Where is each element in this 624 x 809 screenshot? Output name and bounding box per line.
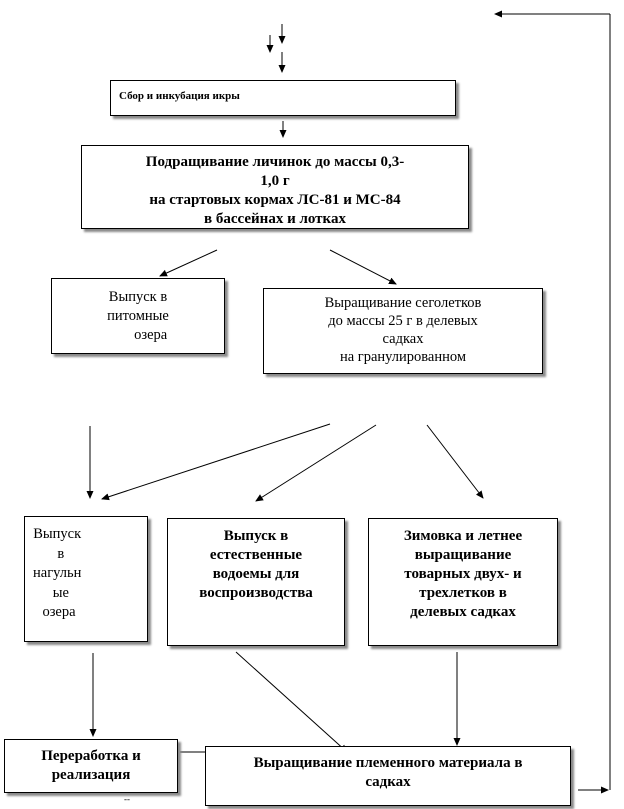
arrow-to-segoletki	[330, 250, 396, 284]
arrow-to-vypusk-estestvennye	[256, 425, 376, 501]
box-vypusk-nagulnye-label: Выпуск в нагульн ые озера	[33, 526, 82, 620]
arrow-to-vypusk-nagulnye	[102, 424, 330, 499]
box-segoletki	[263, 288, 543, 374]
box-zimovka	[368, 518, 558, 646]
footnote-mark: --	[124, 794, 130, 804]
box-plemennoy-label: Выращивание племенного материала в садках	[253, 755, 523, 790]
box-vypusk-pitomnye	[51, 278, 225, 354]
box-plemennoy-material	[205, 746, 571, 806]
arrow-to-zimovka	[427, 425, 483, 498]
box-vypusk-estestvennye	[167, 518, 345, 646]
box-pererabotka-label: Переработка и реализация	[41, 748, 141, 783]
box-sbor-label: Сбор и инкубация икры	[119, 90, 240, 102]
box-podrashchivanie	[81, 145, 469, 229]
box-podrashchivanie-label: Подращивание личинок до массы 0,3- 1,0 г на стартовых кормах ЛС-81 и МС-84 в бассейнах и лотках	[145, 154, 405, 227]
box-vypusk-nagulnye	[24, 516, 148, 642]
box-zimovka-label: Зимовка и летнее выращивание товарных двух- и трехлетков в делевых садках	[403, 528, 523, 620]
arrow-to-vypusk-pitomnye	[160, 250, 217, 276]
box-vypusk-pitomnye-label: Выпуск в питомные озера	[107, 289, 169, 343]
box-sbor-inkubaciya	[110, 80, 456, 116]
box-vypusk-estestvennye-label: Выпуск в естественные водоемы для воспроизводства	[199, 528, 313, 601]
box-pererabotka	[4, 739, 178, 793]
arrow-estestvennye-to-plemennoy	[236, 652, 347, 752]
box-segoletki-label: Выращивание сеголетков до массы 25 г в делевых садках на гранулированном	[324, 295, 482, 365]
